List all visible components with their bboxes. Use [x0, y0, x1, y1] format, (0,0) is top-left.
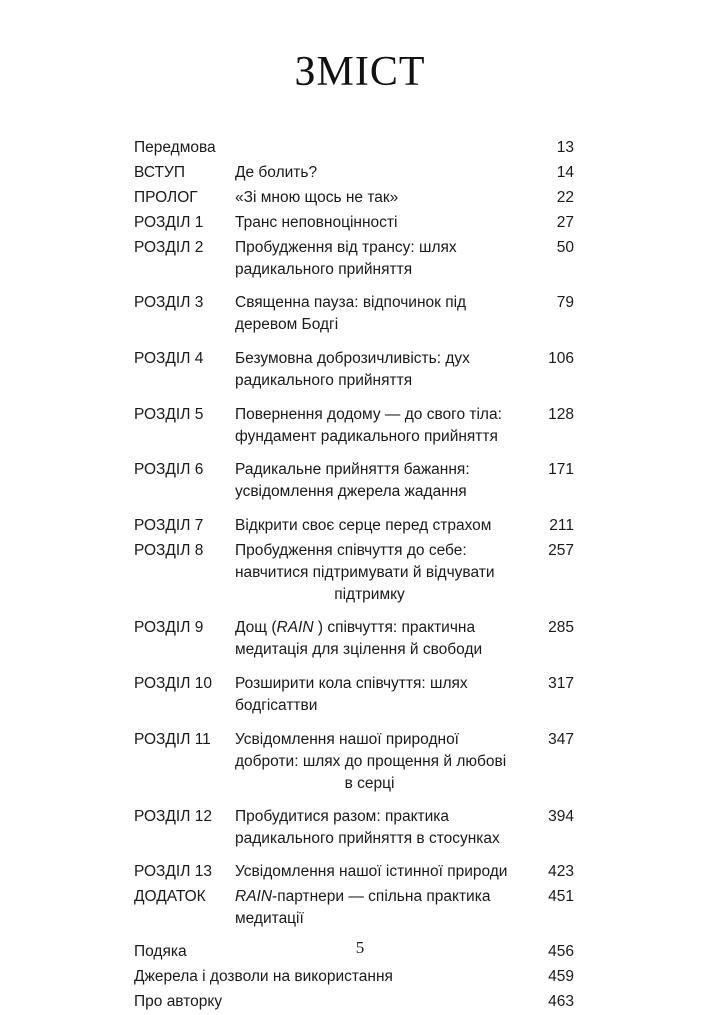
- toc-entry-page: 50: [556, 239, 574, 256]
- toc-entry-title: [235, 212, 574, 234]
- toc-entry: [134, 729, 574, 795]
- page-title: ЗМІСТ: [294, 49, 426, 95]
- toc-entry-title-line: радикального прийняття: [235, 372, 413, 389]
- toc-entry-title-line: навчитися підтримувати й відчувати: [235, 564, 495, 581]
- toc-entry-label: РОЗДІЛ 8: [134, 542, 204, 559]
- toc-entry: [134, 861, 574, 883]
- toc-entry-page: 106: [548, 350, 574, 367]
- toc-entry: [134, 404, 574, 448]
- toc-entry: [134, 617, 574, 661]
- toc-entry-title-line: Повернення додому — до свого тіла:: [235, 406, 502, 423]
- toc-entry-page: 13: [556, 139, 574, 156]
- toc-entry-page: 211: [549, 517, 574, 534]
- toc-entry-title-line: усвідомлення джерела жадання: [235, 483, 467, 500]
- toc-entry: [134, 540, 574, 606]
- toc-entry-page: 285: [548, 619, 574, 636]
- toc-entry-page: 423: [548, 863, 574, 880]
- toc-entry-title-line: Транс неповноцінності: [235, 214, 398, 231]
- toc-entry-title-line: Розширити кола співчуття: шлях: [235, 675, 468, 692]
- toc-entry: [134, 886, 574, 930]
- toc-entry-title: [235, 237, 574, 281]
- table-of-contents: [134, 137, 574, 1015]
- toc-entry-title: [235, 673, 574, 717]
- toc-entry: [134, 348, 574, 392]
- toc-entry-title-line: «Зі мною щось не так»: [235, 189, 399, 206]
- toc-entry-title-line: Пробудитися разом: практика: [235, 808, 450, 825]
- toc-entry-title-line: Дощ (RAIN ) співчуття: практична: [235, 619, 476, 636]
- toc-entry-title: [235, 187, 574, 209]
- toc-entry-page: 317: [548, 675, 574, 692]
- toc-entry: [134, 806, 574, 850]
- toc-entry-page: 451: [548, 888, 574, 905]
- toc-entry-label: РОЗДІЛ 3: [134, 294, 204, 311]
- toc-entry-page: 257: [548, 542, 574, 559]
- toc-entry-title-line: деревом Бодгі: [235, 316, 339, 333]
- toc-entry-label: РОЗДІЛ 1: [134, 214, 204, 231]
- toc-entry-title: [235, 806, 574, 850]
- toc-entry-title-line: Усвідомлення нашої істинної природи: [235, 863, 508, 880]
- toc-entry-title-line: Пробудження співчуття до себе:: [235, 542, 467, 559]
- toc-entry-page: 22: [556, 189, 574, 206]
- toc-entry-title: [235, 540, 574, 606]
- toc-entry-title: [235, 292, 574, 336]
- toc-entry: [134, 162, 574, 184]
- toc-entry: [134, 237, 574, 281]
- toc-entry-label: РОЗДІЛ 2: [134, 239, 204, 256]
- toc-entry-title: [235, 515, 574, 537]
- toc-entry-label: РОЗДІЛ 4: [134, 350, 204, 367]
- toc-entry-title-line: Пробудження від трансу: шлях: [235, 239, 457, 256]
- toc-entry-title-line: в серці: [344, 775, 395, 792]
- toc-entry-title-line: підтримку: [334, 586, 405, 603]
- toc-entry-title: [235, 886, 574, 930]
- toc-entry-label: ПРОЛОГ: [134, 189, 198, 206]
- toc-entry-title: [235, 404, 574, 448]
- toc-entry-title-line: Радикальне прийняття бажання:: [235, 461, 470, 478]
- toc-entry-title-line: доброти: шлях до прощення й любові: [235, 753, 507, 770]
- toc-entry-label: РОЗДІЛ 13: [134, 863, 212, 880]
- toc-entry-title: Про авторку: [134, 993, 223, 1010]
- toc-entry-title-line: Де болить?: [235, 164, 318, 181]
- toc-entry-title-line: RAIN-партнери — спільна практика: [235, 888, 491, 905]
- toc-entry-title: Передмова: [134, 139, 216, 156]
- toc-entry: [134, 187, 574, 209]
- toc-entry: [134, 966, 574, 988]
- toc-entry-label: РОЗДІЛ 12: [134, 808, 212, 825]
- toc-entry-title: [235, 729, 574, 795]
- toc-entry-page: 27: [556, 214, 574, 231]
- toc-entry-label: РОЗДІЛ 7: [134, 517, 204, 534]
- toc-entry-title: Подяка: [134, 943, 187, 960]
- toc-entry-title-line: бодгісаттви: [235, 697, 318, 714]
- toc-entry: [134, 991, 574, 1013]
- toc-entry-label: РОЗДІЛ 6: [134, 461, 204, 478]
- toc-entry-title: Джерела і дозволи на використання: [134, 968, 393, 985]
- toc-entry: [134, 137, 574, 159]
- toc-entry-label: РОЗДІЛ 11: [134, 731, 211, 748]
- toc-entry: [134, 673, 574, 717]
- toc-entry-page: 14: [556, 164, 574, 181]
- toc-entry-title-line: Безумовна доброзичливість: дух: [235, 350, 470, 367]
- toc-entry-title-line: медитації: [235, 910, 304, 927]
- toc-entry-page: 347: [548, 731, 574, 748]
- toc-entry-title-line: радикального прийняття: [235, 261, 413, 278]
- toc-entry-page: 128: [548, 406, 574, 423]
- toc-entry-page: 394: [548, 808, 574, 825]
- toc-entry-page: 459: [548, 968, 574, 985]
- toc-entry-title-line: Відкрити своє серце перед страхом: [235, 517, 492, 534]
- toc-entry-label: РОЗДІЛ 10: [134, 675, 212, 692]
- toc-entry-page: 79: [556, 294, 574, 311]
- toc-entry: [134, 212, 574, 234]
- toc-entry-page: 456: [548, 943, 574, 960]
- toc-entry-title: [235, 459, 574, 503]
- toc-entry-page: 171: [548, 461, 574, 478]
- toc-entry-title-line: радикального прийняття в стосунках: [235, 830, 500, 847]
- toc-entry-title: [235, 617, 574, 661]
- toc-entry-title-line: Усвідомлення нашої природної: [235, 731, 459, 748]
- toc-entry: [134, 515, 574, 537]
- toc-entry: [134, 459, 574, 503]
- toc-entry-title-line: Священна пауза: відпочинок під: [235, 294, 467, 311]
- toc-entry-page: 463: [548, 993, 574, 1010]
- toc-entry-title: [235, 348, 574, 392]
- toc-entry-title: [235, 162, 574, 184]
- toc-entry-label: РОЗДІЛ 5: [134, 406, 204, 423]
- toc-entry-title-line: фундамент радикального прийняття: [235, 428, 498, 445]
- toc-entry-label: ВСТУП: [134, 164, 185, 181]
- toc-entry-label: ДОДАТОК: [134, 888, 206, 905]
- toc-entry-title-line: медитація для зцілення й свободи: [235, 641, 483, 658]
- toc-entry: [134, 292, 574, 336]
- page-number: 5: [355, 938, 365, 957]
- toc-entry-label: РОЗДІЛ 9: [134, 619, 204, 636]
- toc-entry-title: [235, 861, 574, 883]
